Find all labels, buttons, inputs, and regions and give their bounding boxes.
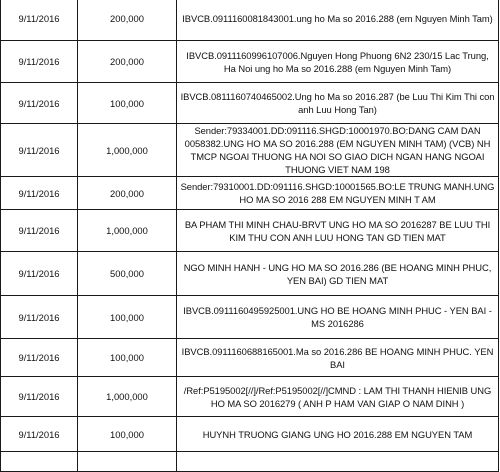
date-cell: [1, 452, 78, 472]
date-cell: 9/11/2016: [1, 177, 78, 210]
table-row: [1, 417, 499, 452]
amount-cell: 100,000: [78, 339, 177, 377]
date-cell: 9/11/2016: [1, 210, 78, 252]
date-cell: 9/11/2016: [1, 417, 78, 452]
description-cell: IBVCB.0911160996107006.Nguyen Hong Phuong 6N2 230/15 Lac Trung, Ha Noi ung ho Ma so 2016.288 (em Nguyen Minh Tam): [177, 41, 499, 83]
description-cell: IBVCB.0911160081843001.ung ho Ma so 2016.288 (em Nguyen Minh Tam): [177, 0, 499, 41]
date-cell: 9/11/2016: [1, 83, 78, 124]
amount-cell: 1,000,000: [78, 377, 177, 417]
table-row: [1, 452, 499, 472]
amount-cell: 200,000: [78, 41, 177, 83]
amount-cell: 200,000: [78, 177, 177, 210]
description-cell: BA PHAM THI MINH CHAU-BRVT UNG HO MA SO 2016287 BE LUU THI KIM THU CON ANH LUU HONG TAN GD TIEN MAT: [177, 210, 499, 252]
description-cell: Sender:79334001.DD:091116.SHGD:10001970.BO:DANG CAM DAN 0058382.UNG HO MA SO 2016.288 (EM NGUYEN MINH TAM) (VCB) NH TMCP NGOAI THUONG HA NOI SO GIAO DICH NGAN HANG NGOAI THUONG VIET NAM 198: [177, 124, 499, 177]
description-cell: HUYNH TRUONG GIANG UNG HO 2016.288 EM NGUYEN TAM: [177, 417, 499, 452]
description-cell: Sender:79310001.DD:091116.SHGD:10001565.BO:LE TRUNG MANH.UNG HO MA SO 2016 288 EM NGUYEN MINH T AM: [177, 177, 499, 210]
amount-cell: 1,000,000: [78, 124, 177, 177]
date-cell: 9/11/2016: [1, 296, 78, 339]
date-cell: 9/11/2016: [1, 124, 78, 177]
amount-cell: 100,000: [78, 296, 177, 339]
date-cell: 9/11/2016: [1, 0, 78, 41]
table-row: [1, 210, 499, 252]
amount-cell: 100,000: [78, 417, 177, 452]
amount-cell: [78, 452, 177, 472]
description-cell: IBVCB.0811160740465002.Ung ho Ma so 2016.287 (be Luu Thi Kim Thi con anh Luu Hong Tan): [177, 83, 499, 124]
table-row: [1, 0, 499, 41]
date-cell: 9/11/2016: [1, 339, 78, 377]
description-cell: /Ref:P5195002[//]/Ref:P5195002[//]CMND : LAM THI THANH HIENIB UNG HO MA SO 2016279 ( ANH P HAM VAN GIAP O NAM DINH ): [177, 377, 499, 417]
amount-cell: 1,000,000: [78, 210, 177, 252]
date-cell: 9/11/2016: [1, 252, 78, 296]
table-row: [1, 124, 499, 177]
date-cell: 9/11/2016: [1, 41, 78, 83]
table-row: [1, 177, 499, 210]
date-cell: 9/11/2016: [1, 377, 78, 417]
description-cell: [177, 452, 499, 472]
amount-cell: 100,000: [78, 83, 177, 124]
amount-cell: 500,000: [78, 252, 177, 296]
description-cell: IBVCB.0911160495925001.UNG HO BE HOANG MINH PHUC - YEN BAI - MS 2016286: [177, 296, 499, 339]
table-row: [1, 83, 499, 124]
description-cell: IBVCB.0911160688165001.Ma so 2016.286 BE HOANG MINH PHUC. YEN BAI: [177, 339, 499, 377]
table-row: [1, 41, 499, 83]
table-row: [1, 252, 499, 296]
description-cell: NGO MINH HANH - UNG HO MA SO 2016.286 (BE HOANG MINH PHUC, YEN BAI) GD TIEN MAT: [177, 252, 499, 296]
table-row: [1, 377, 499, 417]
amount-cell: 200,000: [78, 0, 177, 41]
table-row: [1, 296, 499, 339]
table-row: [1, 339, 499, 377]
